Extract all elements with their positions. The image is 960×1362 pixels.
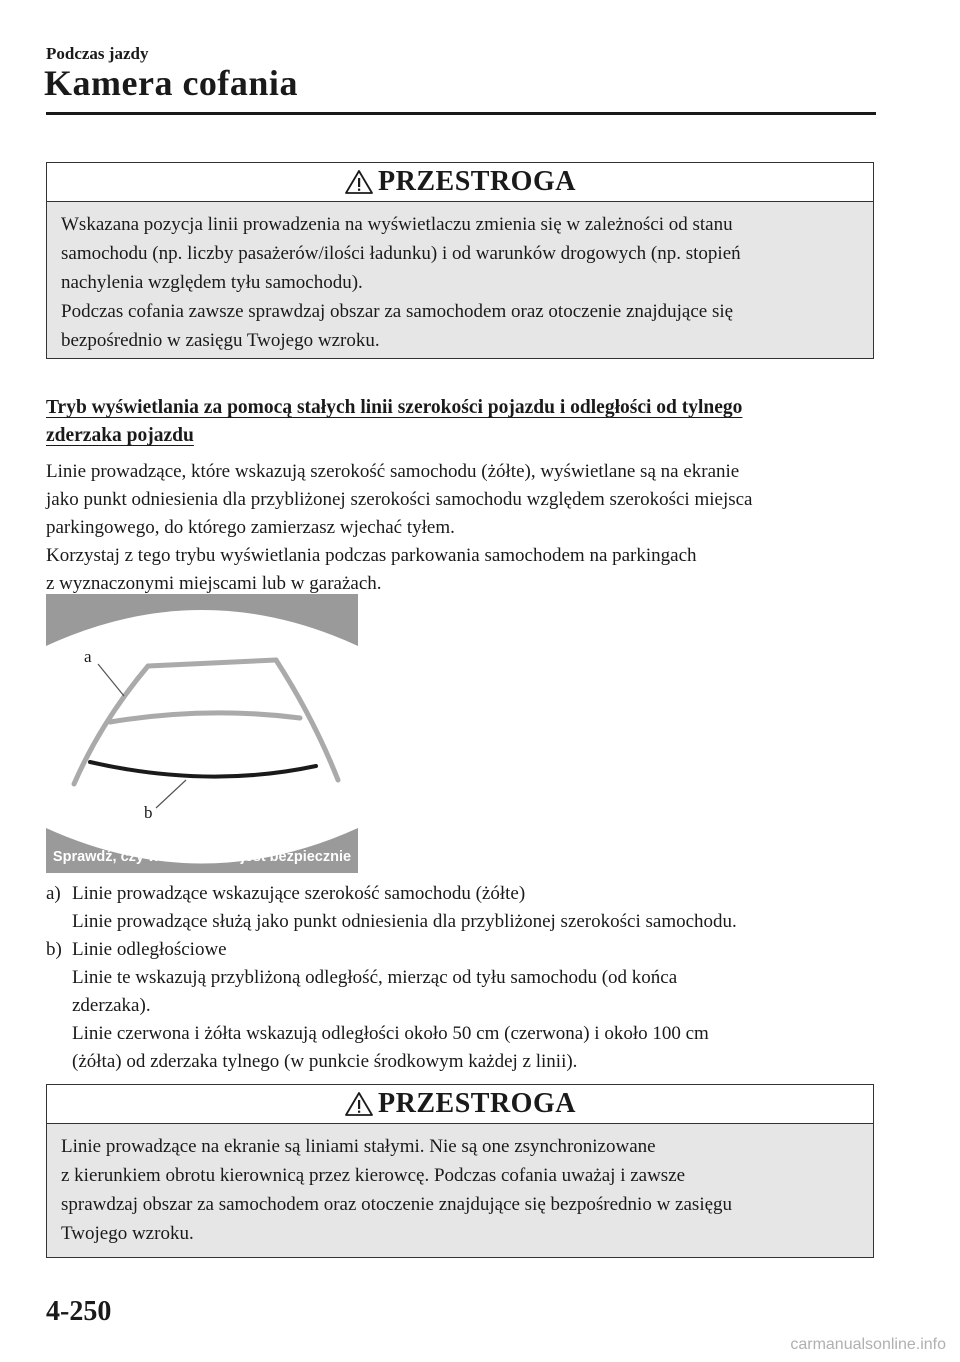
caution-title: PRZESTROGA [378, 166, 576, 197]
callout-a: a [84, 647, 92, 666]
caution-body [47, 1124, 873, 1257]
camera-banner-text: Sprawdź, czy wokół Ciebie jest bezpiecznie [52, 849, 352, 865]
subheading-line-1: Tryb wyświetlania za pomocą stałych linii szerokości pojazdu i odległości od tylnego [46, 397, 743, 418]
legend-line: Linie te wskazują przybliżoną odległość, mierząc od tyłu samochodu (od końca [72, 967, 678, 988]
watermark: carmanualsonline.info [790, 1336, 946, 1353]
subheading-line-2: zderzaka pojazdu [46, 425, 194, 446]
camera-view [46, 610, 358, 864]
callout-b: b [144, 803, 153, 822]
caution-line: sprawdzaj obszar za samochodem oraz otoczenie znajdujące się bezpośrednio w zasięgu [61, 1194, 733, 1215]
caution-line: Podczas cofania zawsze sprawdzaj obszar za samochodem oraz otoczenie znajdujące się [61, 301, 734, 322]
rear-camera-illustration [46, 594, 358, 873]
caution-box-1 [46, 162, 874, 359]
legend-line: Linie czerwona i żółta wskazują odległości około 50 cm (czerwona) i około 100 cm [72, 1023, 709, 1044]
legend-title: Linie prowadzące wskazujące szerokość samochodu (żółte) [72, 883, 526, 904]
caution-body [47, 202, 873, 358]
intro-line: jako punkt odniesienia dla przybliżonej szerokości samochodu względem szerokości miejsca [46, 489, 753, 510]
warning-triangle-icon [344, 1091, 374, 1117]
legend-item-a [46, 880, 896, 936]
legend-item-b [46, 936, 896, 1076]
page-title: Kamera cofania [44, 63, 298, 103]
caution-line: bezpośrednio w zasięgu Twojego wzroku. [61, 330, 380, 351]
intro-paragraph [46, 458, 896, 598]
legend-letter: b) [46, 939, 62, 960]
legend-letter: a) [46, 883, 61, 904]
page-number: 4-250 [46, 1296, 112, 1327]
intro-line: parkingowego, do którego zamierzasz wjechać tyłem. [46, 517, 455, 538]
title-rule [46, 112, 876, 115]
caution-line: Linie prowadzące na ekranie są liniami stałymi. Nie są one zsynchronizowane [61, 1136, 656, 1157]
figure-legend [46, 880, 896, 1076]
caution-line: Wskazana pozycja linii prowadzenia na wyświetlaczu zmienia się w zależności od stanu [61, 214, 733, 235]
intro-line: Linie prowadzące, które wskazują szerokość samochodu (żółte), wyświetlane są na ekranie [46, 461, 740, 482]
legend-line: (żółta) od zderzaka tylnego (w punkcie środkowym każdej z linii). [72, 1051, 578, 1072]
warning-triangle-icon [344, 169, 374, 195]
caution-header [47, 1085, 873, 1124]
legend-line: zderzaka). [72, 995, 151, 1016]
caution-line: z kierunkiem obrotu kierownicą przez kierowcę. Podczas cofania uważaj i zawsze [61, 1165, 686, 1186]
legend-line: Linie prowadzące służą jako punkt odniesienia dla przybliżonej szerokości samochodu. [72, 911, 737, 932]
intro-line: z wyznaczonymi miejscami lub w garażach. [46, 573, 382, 594]
caution-title: PRZESTROGA [378, 1088, 576, 1119]
caution-box-2 [46, 1084, 874, 1258]
caution-header [47, 163, 873, 202]
section-label: Podczas jazdy [46, 44, 149, 63]
legend-title: Linie odległościowe [72, 939, 227, 960]
caution-line: samochodu (np. liczby pasażerów/ilości ładunku) i od warunków drogowych (np. stopień [61, 243, 741, 264]
subheading [46, 394, 876, 450]
caution-line: Twojego wzroku. [61, 1223, 194, 1244]
caution-line: nachylenia względem tyłu samochodu). [61, 272, 363, 293]
intro-line: Korzystaj z tego trybu wyświetlania podczas parkowania samochodem na parkingach [46, 545, 697, 566]
